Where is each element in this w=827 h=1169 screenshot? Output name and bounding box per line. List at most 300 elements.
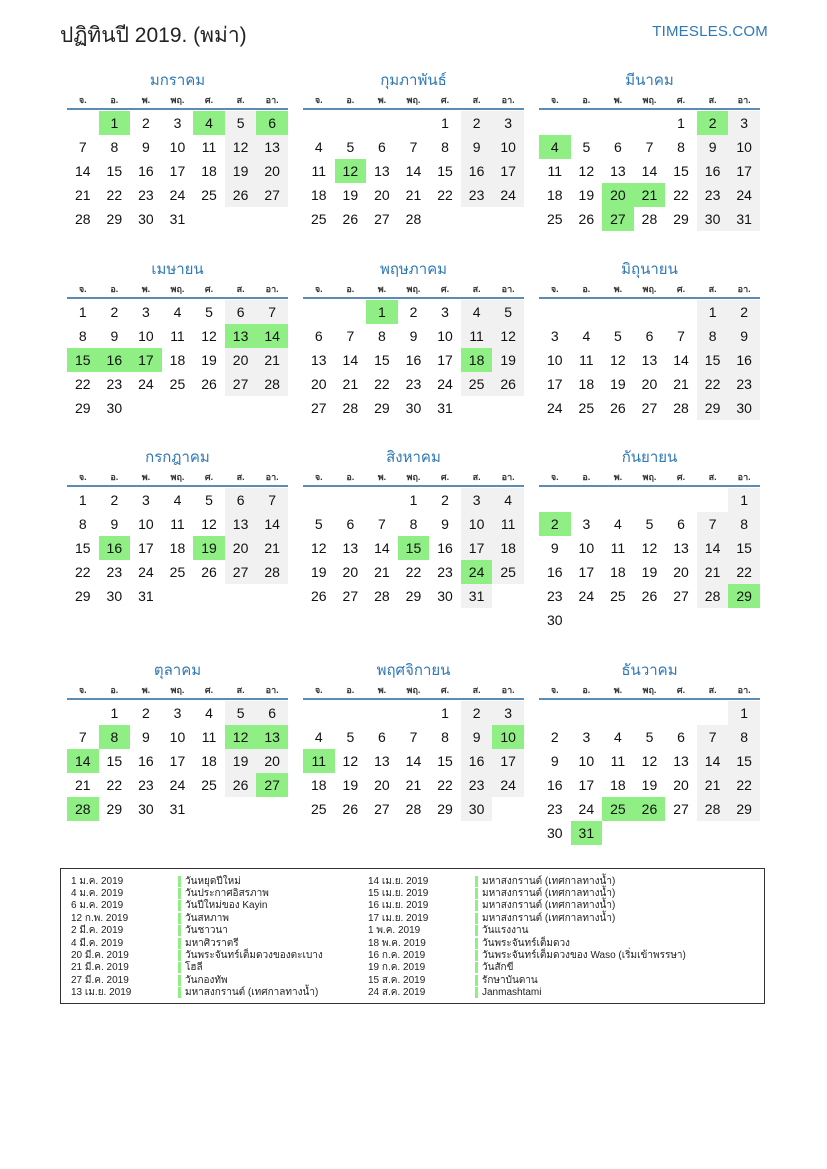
weekday-label: อ. [582,472,591,482]
legend-color-marker [178,900,181,911]
day-cell: 13 [673,753,689,769]
day-cell: 25 [201,187,217,203]
day-cell: 22 [74,564,91,580]
day-cell: 22 [74,376,91,392]
empty-cell [366,111,398,135]
legend-holiday-name: วันสักขี [482,962,514,974]
empty-cell [602,488,634,512]
legend-color-marker [475,938,478,949]
day-cell: 4 [173,492,182,508]
day-cell: 16 [461,749,493,773]
day-cell: 7 [378,516,386,532]
day-cell: 30 [437,588,453,604]
day-cell: 4 [314,139,323,155]
day-cell: 7 [645,139,654,155]
day-cell: 8 [441,139,449,155]
weekday-label: อ. [110,284,119,294]
day-cell: 6 [645,328,654,344]
empty-cell [539,300,571,324]
day-cell: 2 [441,492,449,508]
day-grid [67,701,288,821]
day-cell: 16 [405,352,422,368]
day-cell: 22 [106,187,123,203]
month-title: ตุลาคม [153,662,202,679]
holiday-day-cell: 16 [99,536,131,560]
legend-column-right [368,875,686,999]
day-cell: 8 [378,328,386,344]
day-cell: 6 [314,328,323,344]
weekday-label: อ. [346,685,355,695]
holiday-day-cell: 1 [99,111,131,135]
weekday-label: อา. [737,472,751,482]
day-cell: 14 [256,512,288,536]
holiday-day-cell: 13 [225,324,257,348]
day-cell: 22 [728,560,760,584]
weekday-label: พ. [613,284,623,294]
weekday-label: อา. [501,284,515,294]
holiday-day-cell: 29 [728,584,760,608]
day-cell: 21 [405,777,422,793]
weekday-label: อา. [265,472,279,482]
day-cell: 23 [138,777,154,793]
day-cell: 22 [437,187,453,203]
weekday-label: จ. [78,95,87,105]
day-cell: 20 [225,348,257,372]
empty-cell [571,701,603,725]
weekday-label: อา. [501,472,515,482]
day-cell: 5 [205,492,213,508]
month-title: มิถุนายน [621,261,678,278]
day-cell: 4 [614,729,622,745]
weekday-label: ส. [236,685,245,695]
legend-holiday-name: วันหยุดปีใหม่ [185,875,241,887]
day-cell: 29 [405,588,422,604]
day-cell: 16 [138,163,154,179]
empty-cell [303,300,335,324]
day-cell: 15 [74,540,91,556]
day-cell: 8 [728,512,760,536]
day-cell: 8 [441,729,449,745]
legend-holiday-name: วันพระจันทร์เต็มดวงของ Waso (เริ่มเข้าพรรษา) [482,950,686,962]
weekday-label: ศ. [676,284,686,294]
day-cell: 5 [346,139,355,155]
day-cell: 14 [697,536,729,560]
day-cell: 10 [492,135,524,159]
day-cell: 4 [614,516,622,532]
day-cell: 25 [310,801,327,817]
day-cell: 20 [673,777,689,793]
legend-color-marker [178,987,181,998]
day-cell: 4 [461,300,493,324]
weekday-header [539,469,760,487]
day-cell: 28 [697,584,729,608]
weekday-label: ศ. [440,284,450,294]
day-cell: 12 [342,753,359,769]
holiday-day-cell: 18 [461,348,493,372]
legend-color-marker [475,987,478,998]
day-cell: 26 [201,376,217,392]
day-cell: 27 [641,400,658,416]
day-cell: 17 [461,536,493,560]
day-cell: 21 [342,376,359,392]
day-cell: 12 [610,352,626,368]
day-cell: 29 [673,211,689,227]
day-cell: 10 [546,352,563,368]
day-cell: 11 [547,163,563,179]
day-cell: 18 [201,163,217,179]
day-cell: 22 [437,777,453,793]
month-title: พฤษภาคม [379,261,448,278]
legend-date: 4 ม.ค. 2019 [71,888,124,900]
weekday-label: พฤ. [406,472,421,482]
day-cell: 3 [173,705,182,721]
legend-date: 14 เม.ย. 2019 [368,875,429,887]
day-cell: 15 [697,348,729,372]
page-title: ปฏิทินปี 2019. (พม่า) [60,24,247,47]
day-cell: 10 [138,328,154,344]
day-cell: 10 [437,328,453,344]
month-block [539,660,760,845]
day-cell: 17 [492,159,524,183]
day-cell: 21 [374,564,390,580]
day-cell: 25 [578,400,595,416]
holiday-day-cell: 15 [398,536,430,560]
day-cell: 3 [461,488,493,512]
weekday-label: พ. [613,685,623,695]
day-cell: 30 [405,400,422,416]
day-cell: 27 [310,400,327,416]
weekday-label: ส. [236,284,245,294]
day-cell: 4 [173,304,182,320]
day-cell: 18 [492,536,524,560]
weekday-label: อ. [346,95,355,105]
day-cell: 7 [409,729,418,745]
day-cell: 2 [461,701,493,725]
weekday-label: ศ. [676,472,686,482]
month-block [303,447,524,608]
day-cell: 12 [641,753,658,769]
day-cell: 22 [673,187,689,203]
day-cell: 20 [310,376,327,392]
day-cell: 28 [673,400,689,416]
day-cell: 20 [256,749,288,773]
day-cell: 14 [641,163,658,179]
day-cell: 20 [342,564,359,580]
day-cell: 23 [461,183,493,207]
weekday-header [67,281,288,299]
month-block [539,447,760,632]
day-cell: 28 [697,797,729,821]
day-cell: 28 [405,801,422,817]
legend-color-marker [475,900,478,911]
weekday-header [303,281,524,299]
weekday-label: จ. [78,685,87,695]
month-block [303,70,524,231]
day-cell: 17 [437,352,453,368]
day-cell: 7 [78,729,87,745]
weekday-label: ศ. [204,685,214,695]
day-cell: 31 [437,400,453,416]
legend-date: 21 มี.ค. 2019 [71,962,129,974]
day-cell: 8 [697,324,729,348]
day-cell: 6 [677,729,685,745]
day-cell: 2 [550,729,559,745]
day-cell: 20 [673,564,689,580]
day-cell: 8 [78,516,87,532]
weekday-label: จ. [550,95,559,105]
day-cell: 2 [728,300,760,324]
day-cell: 23 [546,588,563,604]
brand-link[interactable]: TIMESLES.COM [652,23,768,40]
legend-color-marker [178,876,181,887]
weekday-header [303,92,524,110]
day-cell: 25 [492,560,524,584]
legend-holiday-name: มหาสงกรานต์ (เทศกาลทางน้ำ) [482,900,616,912]
day-cell: 24 [169,777,186,793]
empty-cell [571,111,603,135]
day-cell: 24 [728,183,760,207]
day-cell: 2 [110,492,119,508]
weekday-label: ส. [236,95,245,105]
day-cell: 6 [677,516,685,532]
day-cell: 11 [170,328,185,344]
day-cell: 9 [409,328,418,344]
holiday-day-cell: 31 [571,821,603,845]
weekday-label: พฤ. [642,95,657,105]
holiday-day-cell: 26 [634,797,666,821]
day-cell: 30 [138,211,154,227]
day-cell: 30 [728,396,760,420]
day-cell: 29 [728,797,760,821]
holiday-day-cell: 2 [539,512,571,536]
day-cell: 24 [578,588,595,604]
day-cell: 25 [169,564,186,580]
empty-cell [366,488,398,512]
day-cell: 20 [641,376,658,392]
holiday-day-cell: 10 [492,725,524,749]
weekday-label: พ. [613,95,623,105]
day-cell: 26 [310,588,327,604]
day-cell: 5 [645,729,654,745]
weekday-label: จ. [314,95,323,105]
legend-color-marker [178,925,181,936]
day-cell: 20 [374,777,390,793]
day-cell: 30 [697,207,729,231]
holiday-day-cell: 11 [303,749,335,773]
month-block [539,259,760,420]
weekday-label: จ. [314,685,323,695]
day-cell: 26 [342,211,359,227]
day-cell: 21 [405,187,422,203]
day-cell: 27 [374,211,390,227]
day-cell: 23 [106,376,123,392]
day-cell: 7 [256,488,288,512]
day-cell: 10 [578,753,595,769]
day-cell: 20 [256,159,288,183]
day-cell: 16 [546,777,563,793]
day-cell: 26 [201,564,217,580]
day-cell: 18 [310,187,327,203]
day-grid [539,701,760,845]
day-cell: 24 [138,376,154,392]
day-cell: 5 [225,111,257,135]
legend-item [71,987,323,999]
day-cell: 31 [169,801,186,817]
holiday-day-cell: 27 [256,773,288,797]
weekday-label: อ. [110,685,119,695]
legend-color-marker [475,975,478,986]
day-cell: 9 [441,516,449,532]
day-cell: 26 [578,211,595,227]
day-cell: 10 [461,512,493,536]
day-cell: 27 [673,801,689,817]
day-cell: 24 [546,400,563,416]
weekday-label: ส. [472,284,481,294]
day-cell: 16 [728,348,760,372]
day-cell: 6 [225,488,257,512]
holiday-day-cell: 25 [602,797,634,821]
day-cell: 20 [374,187,390,203]
day-cell: 22 [374,376,390,392]
month-title: กรกฎาคม [145,449,210,466]
day-cell: 20 [225,536,257,560]
day-cell: 6 [378,729,386,745]
day-cell: 30 [106,400,123,416]
day-cell: 9 [110,328,119,344]
day-cell: 15 [106,163,123,179]
legend-holiday-name: Janmashtami [482,987,542,999]
empty-cell [634,488,666,512]
day-cell: 13 [641,352,658,368]
legend-holiday-name: มหาสงกรานต์ (เทศกาลทางน้ำ) [482,912,616,924]
legend-holiday-name: มหาสงกรานต์ (เทศกาลทางน้ำ) [482,875,616,887]
day-cell: 19 [225,159,257,183]
day-cell: 10 [728,135,760,159]
day-cell: 23 [728,372,760,396]
day-cell: 1 [78,492,87,508]
day-cell: 8 [677,139,685,155]
weekday-header [539,92,760,110]
weekday-label: พ. [141,95,151,105]
day-cell: 14 [405,753,422,769]
legend-holiday-name: รักษาบันดาน [482,974,538,986]
empty-cell [602,300,634,324]
weekday-label: อ. [582,685,591,695]
weekday-label: พฤ. [642,472,657,482]
day-cell: 25 [201,777,217,793]
day-cell: 12 [201,328,217,344]
day-cell: 7 [78,139,87,155]
day-cell: 6 [378,139,386,155]
weekday-label: ส. [472,685,481,695]
holiday-day-cell: 17 [130,348,162,372]
month-block [303,259,524,420]
empty-cell [571,300,603,324]
legend-color-marker [475,888,478,899]
day-cell: 3 [582,729,591,745]
day-cell: 13 [256,135,288,159]
day-cell: 26 [225,773,257,797]
holiday-day-cell: 14 [67,749,99,773]
day-cell: 25 [310,211,327,227]
legend-date: 12 ก.พ. 2019 [71,912,129,924]
day-cell: 6 [346,516,355,532]
month-block [67,259,288,420]
empty-cell [67,111,99,135]
day-grid [303,488,524,608]
day-cell: 25 [610,588,626,604]
day-cell: 23 [546,801,563,817]
day-cell: 26 [641,588,658,604]
day-cell: 9 [142,139,150,155]
weekday-label: พ. [141,472,151,482]
month-block [539,70,760,231]
day-cell: 1 [728,701,760,725]
weekday-label: อา. [501,95,515,105]
day-cell: 30 [461,797,493,821]
day-cell: 14 [673,352,689,368]
day-cell: 1 [110,705,119,721]
day-cell: 17 [169,753,186,769]
day-cell: 5 [314,516,323,532]
legend-holiday-name: วันสหภาพ [185,912,229,924]
day-cell: 19 [641,564,658,580]
day-cell: 18 [310,777,327,793]
day-cell: 7 [346,328,355,344]
holiday-day-cell: 12 [335,159,367,183]
empty-cell [539,111,571,135]
day-cell: 16 [138,753,154,769]
day-cell: 14 [405,163,422,179]
day-cell: 29 [697,396,729,420]
day-cell: 1 [677,115,685,131]
day-cell: 7 [697,512,729,536]
day-cell: 21 [697,560,729,584]
day-cell: 29 [74,588,91,604]
day-cell: 23 [461,773,493,797]
day-cell: 10 [138,516,154,532]
month-block [67,70,288,231]
day-cell: 11 [461,324,493,348]
day-cell: 16 [437,540,453,556]
legend-date: 2 มี.ค. 2019 [71,925,124,937]
day-cell: 3 [728,111,760,135]
legend-holiday-name: วันพระจันทร์เต็มดวงของตะเบาง [185,950,323,962]
day-cell: 2 [142,115,150,131]
day-cell: 27 [342,588,359,604]
day-cell: 18 [578,376,595,392]
holiday-day-cell: 19 [193,536,225,560]
day-cell: 6 [225,300,257,324]
weekday-label: พ. [377,685,387,695]
month-block [67,447,288,608]
legend-date: 16 เม.ย. 2019 [368,900,429,912]
day-cell: 12 [641,540,658,556]
holiday-day-cell: 14 [256,324,288,348]
day-cell: 13 [610,163,626,179]
day-cell: 17 [728,159,760,183]
weekday-label: อ. [582,284,591,294]
day-cell: 9 [550,753,559,769]
day-cell: 19 [610,376,626,392]
weekday-label: อา. [265,284,279,294]
day-cell: 29 [437,801,453,817]
holiday-day-cell: 21 [634,183,666,207]
weekday-label: พฤ. [170,284,185,294]
day-cell: 21 [74,777,91,793]
holiday-day-cell: 2 [697,111,729,135]
day-cell: 30 [138,801,154,817]
